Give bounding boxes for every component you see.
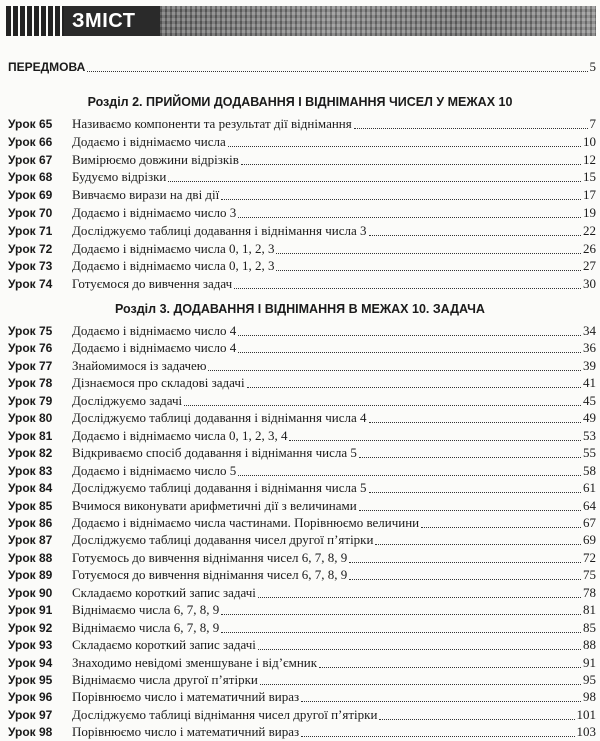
lesson-title: Додаємо і віднімаємо числа: [72, 133, 226, 149]
lesson-title: Дізнаємося про складові задачі: [72, 375, 245, 391]
lesson-number: Урок 70: [8, 206, 53, 220]
lesson-title: Знаходимо невідомі зменшуване і від’ємник: [72, 654, 318, 670]
lesson-title: Готуємося до вивчення віднімання чисел 6, 7, 8, 9: [72, 567, 348, 583]
dot-leader: [369, 492, 582, 493]
toc-row[interactable]: [8, 374, 596, 392]
toc-entry: [72, 186, 596, 204]
page-number: 17: [583, 187, 596, 203]
toc-row[interactable]: [8, 240, 596, 258]
toc-entry: [72, 601, 596, 619]
lesson-title: Додаємо і віднімаємо число 3: [72, 205, 237, 220]
page-number: 27: [583, 258, 596, 274]
lesson-number: Урок 80: [8, 411, 53, 426]
page-number: 36: [583, 340, 596, 356]
lesson-title: Готуємося до вивчення задач: [72, 276, 233, 292]
toc-entry: [72, 151, 596, 169]
lesson-number: Урок 91: [8, 603, 53, 618]
page-number: 91: [583, 654, 596, 670]
header-banner: [6, 6, 596, 36]
toc-row[interactable]: [8, 671, 596, 689]
toc-row[interactable]: [8, 275, 596, 293]
lesson-title: Додаємо і віднімаємо числа 0, 1, 2, 3, 4: [72, 427, 288, 443]
lesson-title: Досліджуємо таблиці додавання і віднімання числа 4: [72, 410, 367, 426]
toc-row[interactable]: [8, 584, 596, 602]
toc-entry: [72, 584, 596, 602]
banner-texture: [160, 6, 596, 36]
lesson-number: Урок 77: [8, 358, 53, 373]
page-number: 88: [583, 637, 596, 653]
lesson-title: Вчимося виконувати арифметичні дії з величинами: [72, 497, 357, 513]
dot-leader: [221, 614, 581, 615]
dot-leader: [301, 736, 574, 737]
dot-leader: [276, 253, 581, 254]
toc-row[interactable]: [8, 462, 596, 480]
toc-entry: [72, 462, 596, 480]
toc-entry: [72, 339, 596, 357]
lesson-title: Вимірюємо довжини відрізків: [72, 151, 239, 167]
toc-entry: [72, 392, 596, 410]
lesson-title: Називаємо компоненти та результат дії віднімання: [72, 116, 352, 131]
page-number: 78: [583, 584, 596, 600]
toc-row[interactable]: [8, 427, 596, 445]
page-number: 61: [583, 480, 596, 496]
toc-entry: [72, 723, 596, 741]
toc-row[interactable]: [8, 688, 596, 706]
lesson-number: Урок 71: [8, 223, 53, 238]
lesson-number: Урок 72: [8, 241, 53, 256]
dot-leader: [260, 684, 581, 685]
dot-leader: [301, 701, 581, 702]
dot-leader: [319, 667, 581, 668]
page-number: 101: [576, 706, 596, 722]
dot-leader: [369, 235, 582, 236]
toc-row[interactable]: [8, 497, 596, 515]
page-number: 53: [583, 427, 596, 443]
dot-leader: [359, 510, 581, 511]
toc-entry: [72, 257, 596, 275]
lesson-number: Урок 89: [8, 568, 53, 583]
page-number: 72: [583, 549, 596, 565]
lesson-number: Урок 76: [8, 341, 53, 356]
lesson-number: Урок 98: [8, 725, 53, 740]
toc-entry: [72, 654, 596, 672]
toc-row[interactable]: [8, 409, 596, 427]
dot-leader: [258, 649, 581, 650]
lesson-title: Віднімаємо числа 6, 7, 8, 9: [72, 619, 220, 635]
page-number: 30: [583, 276, 596, 292]
dot-leader: [369, 422, 582, 423]
toc-entry: [72, 531, 596, 549]
toc-row[interactable]: [8, 601, 596, 619]
toc-entry: [72, 322, 596, 340]
lesson-number: Урок 96: [8, 690, 53, 705]
toc-row[interactable]: [8, 168, 596, 186]
toc-row[interactable]: [8, 257, 596, 275]
toc-row[interactable]: [8, 706, 596, 724]
toc-row[interactable]: [8, 115, 596, 133]
toc-entry: [72, 671, 596, 689]
dot-leader: [87, 71, 587, 72]
page-number: 10: [583, 133, 596, 149]
dot-leader: [421, 527, 581, 528]
lesson-title: Додаємо і віднімаємо число 4: [72, 323, 237, 338]
toc-entry: [72, 706, 596, 724]
dot-leader: [349, 579, 581, 580]
toc-row[interactable]: [8, 549, 596, 567]
lesson-title: Віднімаємо числа другої п’ятірки: [72, 672, 258, 687]
dot-leader: [234, 288, 581, 289]
dot-leader: [238, 475, 581, 476]
toc-entry: [72, 479, 596, 497]
dot-leader: [354, 128, 588, 129]
toc-entry: [72, 688, 596, 706]
dot-leader: [379, 719, 574, 720]
lesson-title: Будуємо відрізки: [72, 169, 167, 185]
lesson-number: Урок 84: [8, 481, 53, 496]
lesson-number: Урок 94: [8, 655, 53, 670]
page-number: 45: [583, 392, 596, 408]
toc-row[interactable]: [8, 723, 596, 741]
dot-leader: [349, 562, 581, 563]
lesson-number: Урок 67: [8, 152, 53, 167]
page-number: 69: [583, 532, 596, 548]
lesson-number: Урок 81: [8, 428, 53, 443]
toc-entry: [72, 409, 596, 427]
toc-row[interactable]: [8, 479, 596, 497]
lesson-title: Вивчаємо вирази на дві дії: [72, 187, 220, 203]
toc-row[interactable]: [8, 357, 596, 375]
toc-entry: [72, 275, 596, 293]
dot-leader: [289, 440, 581, 441]
dot-leader: [168, 181, 581, 182]
lesson-title: Порівнюємо число і математичний вираз: [72, 689, 300, 705]
lesson-number: Урок 97: [8, 707, 53, 722]
lesson-number: Урок 86: [8, 515, 53, 530]
lesson-title: Додаємо і віднімаємо число 5: [72, 462, 237, 478]
toc-row[interactable]: [8, 514, 596, 532]
page-number: 7: [589, 116, 596, 131]
toc-row[interactable]: [8, 133, 596, 151]
page-number: 58: [583, 462, 596, 478]
dot-leader: [276, 270, 581, 271]
page-number: 81: [583, 602, 596, 618]
dot-leader: [221, 632, 581, 633]
dot-leader: [247, 387, 581, 388]
dot-leader: [238, 335, 581, 336]
toc-row[interactable]: [8, 619, 596, 637]
toc-row[interactable]: [8, 222, 596, 240]
page-title: ЗМІСТ: [64, 6, 160, 36]
lesson-title: Додаємо і віднімаємо числа 0, 1, 2, 3: [72, 240, 275, 256]
page-number: 85: [583, 619, 596, 635]
page-number: 49: [583, 410, 596, 426]
lesson-number: Урок 87: [8, 533, 53, 548]
lesson-number: Урок 66: [8, 134, 53, 149]
dot-leader: [238, 352, 581, 353]
lesson-number: Урок 68: [8, 170, 53, 185]
toc-entry: [72, 374, 596, 392]
toc-entry: [72, 514, 596, 532]
toc-row[interactable]: [8, 636, 596, 654]
dot-leader: [238, 217, 581, 218]
dot-leader: [359, 457, 581, 458]
toc-entry: [72, 427, 596, 445]
toc-entry: [72, 133, 596, 151]
dot-leader: [228, 146, 581, 147]
toc-row[interactable]: [8, 531, 596, 549]
lesson-number: Урок 79: [8, 393, 53, 408]
dot-leader: [184, 405, 581, 406]
dot-leader: [221, 199, 581, 200]
toc-row[interactable]: [8, 151, 596, 169]
lesson-title: Додаємо і віднімаємо число 4: [72, 340, 237, 356]
lesson-title: Складаємо короткий запис задачі: [72, 637, 256, 653]
lesson-number: Урок 92: [8, 620, 53, 635]
toc-entry: [72, 222, 596, 240]
toc-row[interactable]: [8, 566, 596, 584]
page-number: 34: [583, 323, 596, 338]
section-heading: Розділ 3. ДОДАВАННЯ І ВІДНІМАННЯ В МЕЖАХ 10. ЗАДАЧА: [115, 302, 485, 316]
toc-entry: [8, 58, 596, 76]
dot-leader: [208, 370, 581, 371]
lesson-title: Відкриваємо спосіб додавання і віднімання числа 5: [72, 445, 357, 461]
lesson-title: Додаємо і віднімаємо числа 0, 1, 2, 3: [72, 258, 275, 274]
page-number: 64: [583, 497, 596, 513]
lesson-number: Урок 82: [8, 446, 53, 461]
lesson-number: Урок 73: [8, 259, 53, 274]
toc-row[interactable]: [8, 392, 596, 410]
lesson-title: Порівнюємо число і математичний вираз: [72, 724, 300, 740]
lesson-title: Знайомимося із задачею: [72, 357, 207, 373]
toc-preface-row[interactable]: [8, 58, 596, 76]
lesson-number: Урок 83: [8, 463, 53, 478]
lesson-title: Додаємо і віднімаємо числа частинами. Порівнюємо величини: [72, 514, 420, 530]
toc-row[interactable]: [8, 322, 596, 340]
toc-row[interactable]: [8, 204, 596, 222]
toc-entry: [72, 444, 596, 462]
toc-row[interactable]: [8, 339, 596, 357]
page-number: 98: [583, 689, 596, 705]
toc-entry: [72, 497, 596, 515]
lesson-number: Урок 74: [8, 277, 53, 292]
toc-entry: [72, 204, 596, 222]
dot-leader: [375, 544, 581, 545]
lesson-number: Урок 93: [8, 638, 53, 653]
toc-entry: [72, 636, 596, 654]
page-number: 12: [583, 151, 596, 167]
lesson-number: Урок 65: [8, 117, 53, 131]
page-number: 19: [583, 205, 596, 220]
page-number: 22: [583, 222, 596, 238]
lesson-number: Урок 85: [8, 498, 53, 513]
preface-label: ПЕРЕДМОВА: [8, 60, 86, 74]
toc-entry: [72, 619, 596, 637]
lesson-title: Складаємо короткий запис задачі: [72, 584, 256, 600]
lesson-number: Урок 88: [8, 550, 53, 565]
lesson-title: Досліджуємо таблиці віднімання чисел другої п’ятірки: [72, 706, 378, 722]
toc-row[interactable]: [8, 654, 596, 672]
toc-entry: [72, 168, 596, 186]
lesson-title: Досліджуємо таблиці додавання і віднімання числа 3: [72, 222, 367, 238]
page-number: 41: [583, 375, 596, 391]
lesson-title: Досліджуємо таблиці додавання і віднімання числа 5: [72, 480, 367, 496]
lesson-number: Урок 75: [8, 324, 53, 338]
section-heading: Розділ 2. ПРИЙОМИ ДОДАВАННЯ І ВІДНІМАННЯ ЧИСЕЛ У МЕЖАХ 10: [87, 95, 513, 109]
toc-entry: [72, 549, 596, 567]
lesson-title: Досліджуємо задачі: [72, 392, 183, 408]
page-number: 15: [583, 169, 596, 185]
toc-entry: [72, 357, 596, 375]
dot-leader: [258, 597, 581, 598]
page-number: 39: [583, 357, 596, 373]
toc-row[interactable]: [8, 186, 596, 204]
page-number: 75: [583, 567, 596, 583]
lesson-title: Готуємось до вивчення віднімання чисел 6, 7, 8, 9: [72, 549, 348, 565]
page-number: 95: [583, 672, 596, 687]
lesson-title: Досліджуємо таблиці додавання чисел другої п’ятірки: [72, 532, 374, 548]
toc-entry: [72, 566, 596, 584]
toc-entry: [72, 115, 596, 133]
lesson-number: Урок 78: [8, 376, 53, 391]
page-number: 67: [583, 514, 596, 530]
toc-entry: [72, 240, 596, 258]
lesson-number: Урок 90: [8, 585, 53, 600]
page-number: 26: [583, 240, 596, 256]
page-number: 5: [589, 59, 596, 74]
lesson-number: Урок 95: [8, 673, 53, 687]
dot-leader: [241, 164, 581, 165]
page-number: 55: [583, 445, 596, 461]
lesson-number: Урок 69: [8, 188, 53, 203]
page-number: 103: [576, 724, 596, 740]
toc-row[interactable]: [8, 444, 596, 462]
lesson-title: Віднімаємо числа 6, 7, 8, 9: [72, 602, 220, 618]
banner-stripes: [6, 6, 64, 36]
